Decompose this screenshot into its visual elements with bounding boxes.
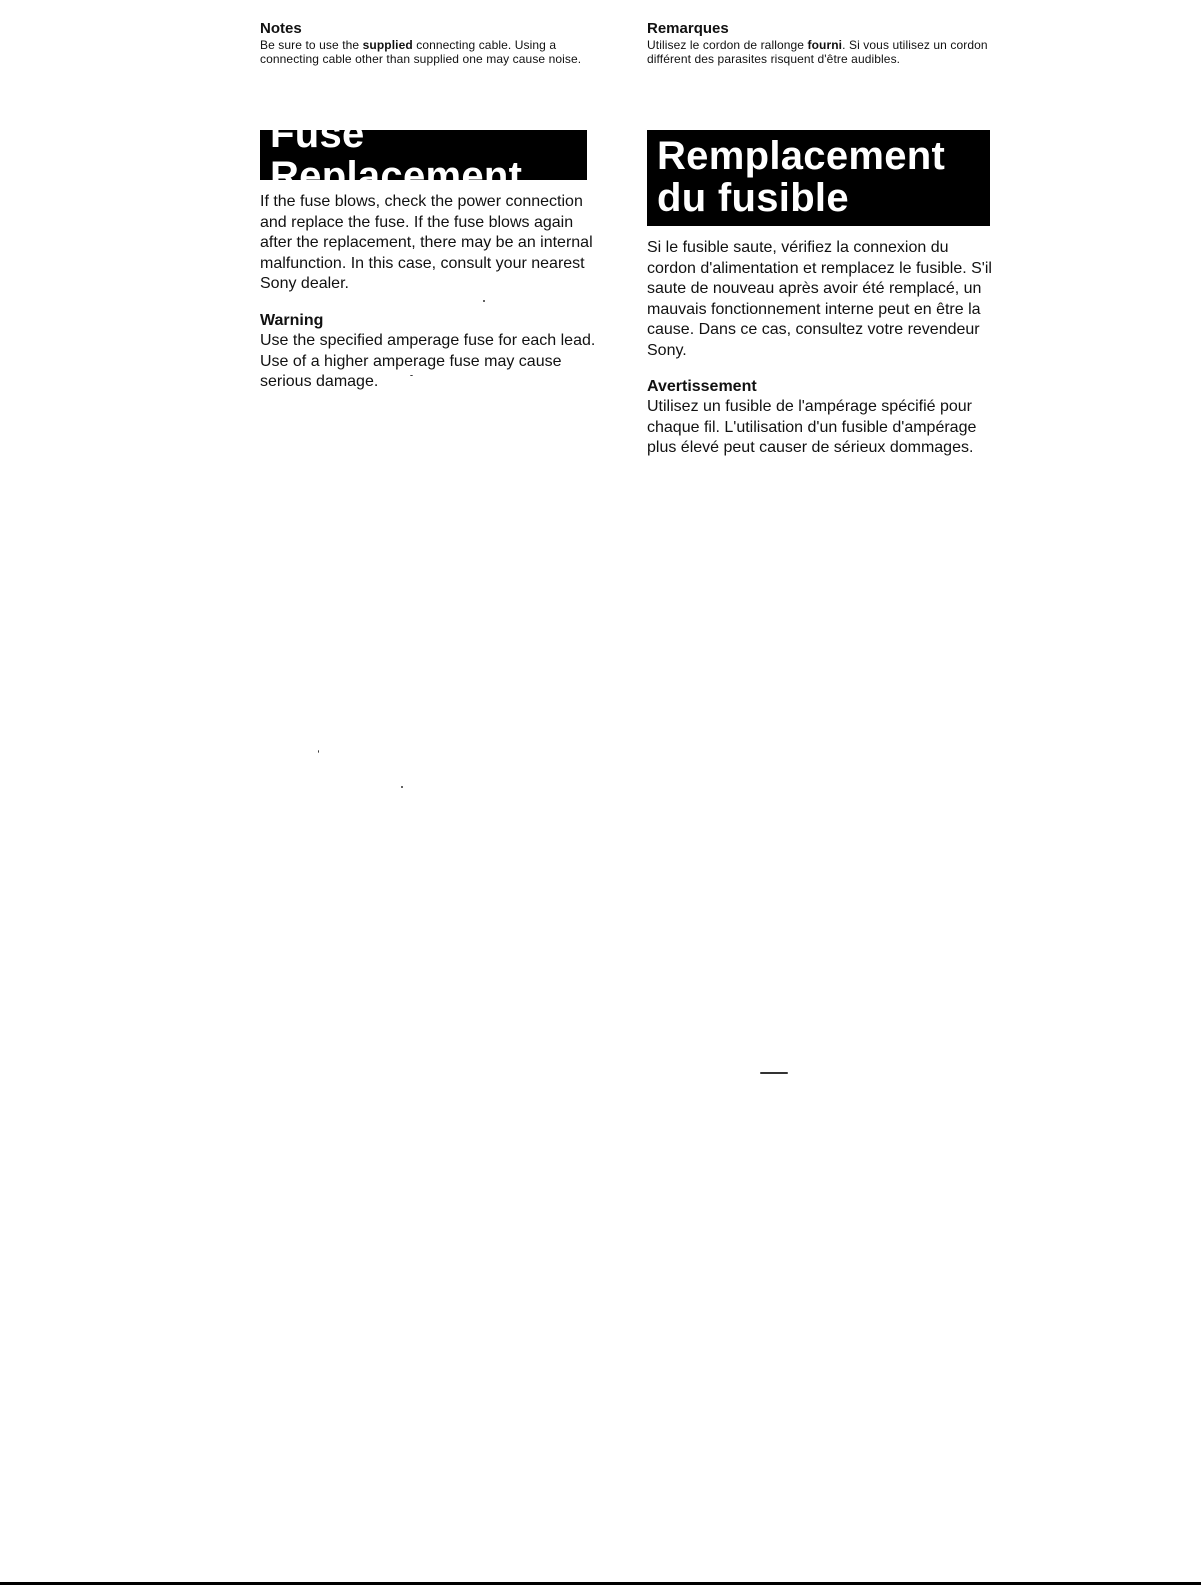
remarques-body bbox=[647, 38, 992, 66]
notes-section-fr bbox=[647, 20, 992, 66]
title-text-en: Fuse Replacement bbox=[270, 112, 523, 198]
scan-speck bbox=[483, 300, 485, 302]
fuse-replacement-title bbox=[260, 112, 587, 198]
title-text-fr-line2: du fusible bbox=[657, 176, 849, 220]
scan-speck bbox=[410, 375, 413, 376]
remarques-heading: Remarques bbox=[647, 20, 729, 37]
warning-body: Use the specified amperage fuse for each lead. Use of a higher amperage fuse may cause serious damage. bbox=[260, 332, 596, 390]
scan-speck bbox=[401, 786, 403, 788]
title-text-fr-line1: Remplacement bbox=[657, 134, 946, 178]
avertissement-heading: Avertissement bbox=[647, 378, 757, 395]
remarques-text-start: Utilisez le cordon de rallonge bbox=[647, 38, 808, 52]
notes-text-start: Be sure to use the bbox=[260, 38, 363, 52]
notes-heading: Notes bbox=[260, 20, 302, 37]
notes-body bbox=[260, 38, 610, 66]
fuse-instructions-en: If the fuse blows, check the power connection and replace the fuse. If the fuse blows again after the replacement, there may be an internal malfunction. In this case, consult your nearest Sony dealer. bbox=[260, 193, 593, 292]
warning-heading: Warning bbox=[260, 312, 324, 329]
scan-speck bbox=[318, 750, 319, 753]
remarques-text-emphasis: fourni bbox=[807, 38, 843, 52]
notes-text-emphasis: supplied bbox=[362, 38, 413, 52]
notes-section-en bbox=[260, 20, 610, 66]
remarques-text-end: . Si vous utilisez un cordon différent des parasites risquent d'être audibles. bbox=[647, 38, 988, 66]
scan-speck bbox=[760, 1072, 788, 1074]
fuse-instructions-fr: Si le fusible saute, vérifiez la connexion du cordon d'alimentation et remplacez le fusible. S'il saute de nouveau après avoir été remplacé, un mauvais fonctionnement interne peut en être la cause. Dans ce cas, consultez votre revendeur Sony. bbox=[647, 239, 992, 359]
avertissement-body: Utilisez un fusible de l'ampérage spécifié pour chaque fil. L'utilisation d'un fusible d'ampérage plus élevé peut causer de sérieux dommages. bbox=[647, 398, 977, 456]
remplacement-title bbox=[647, 130, 990, 226]
notes-text-end: connecting cable. Using a connecting cable other than supplied one may cause noise. bbox=[260, 38, 582, 66]
